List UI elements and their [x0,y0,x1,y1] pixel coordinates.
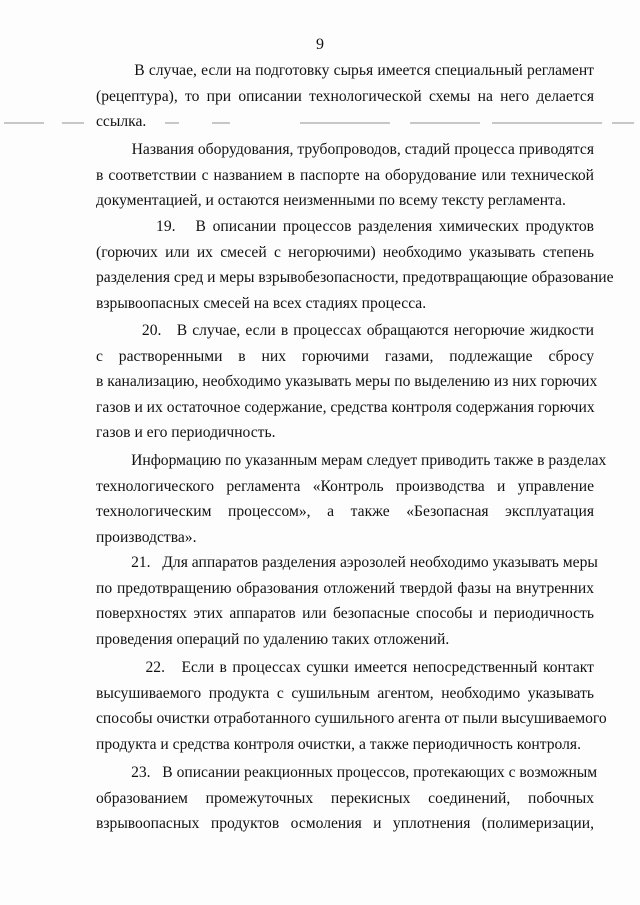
paragraph-information-sections [96,448,607,550]
text-line: разделения сред и меры взрывобезопасности, предотвращающие образование [96,269,614,286]
text-line: по предотвращению образования отложений твердой фазы на внутренних [96,579,594,597]
text-line: взрывоопасных смесей на всех стадиях процесса. [96,294,427,312]
paragraph-item-19 [96,214,614,316]
paragraph-item-22 [96,655,607,757]
text-line: образованием промежуточных перекисных соединений, побочных [96,789,594,807]
text-line: Названия оборудования, трубопроводов, стадий процесса приводятся [96,141,594,158]
text-line: 23. В описании реакционных процессов, протекающих с возможным [96,764,598,781]
text-line: проведения операций по удалению таких отложений. [96,630,450,648]
text-line: в канализацию, необходимо указывать меры по выделению из них горючих [96,373,598,390]
text-line: взрывоопасных продуктов осмоления и уплотнения (полимеризации, [96,815,594,832]
text-line: документацией, и остаются неизменными по всему тексту регламента. [96,192,566,209]
paragraph-item-23 [96,760,598,837]
paragraph-equipment-names [96,137,594,214]
text-line: с растворенными в них горючими газами, подлежащие сбросу [96,347,594,365]
paragraph-item-20 [96,318,598,446]
text-line: способы очистки отработанного сушильного агента от пыли высушиваемого [96,710,607,727]
text-line: продукта и средства контроля очистки, а также периодичность контроля. [96,735,581,753]
text-line: технологического регламента «Контроль производства и управление [96,477,594,495]
text-line: ссылка. [96,113,147,130]
paragraph-raw-material-regulation [96,58,594,135]
text-line: газов и его периодичность. [96,424,276,441]
text-line: газов и их остаточное содержание, средства контроля содержания горючих [96,398,595,416]
text-line: В случае, если на подготовку сырья имеется специальный регламент [96,62,594,79]
text-line: поверхностях этих аппаратов или безопасные способы и периодичность [96,605,594,622]
text-line: Информацию по указанным мерам следует приводить также в разделах [96,452,607,469]
text-line: (горючих или их смесей с негорючими) необходимо указывать степень [96,243,594,261]
text-line: технологическим процессом», а также «Безопасная эксплуатация [96,503,594,520]
paragraph-item-21 [96,550,598,652]
text-line: 20. В случае, если в процессах обращаются негорючие жидкости [96,322,594,339]
text-line: 21. Для аппаратов разделения аэрозолей необходимо указывать меры [96,554,598,571]
text-line: (рецептура), то при описании технологической схемы на него делается [96,87,594,105]
page-number: 9 [316,36,324,53]
text-line: 22. Если в процессах сушки имеется непосредственный контакт [96,659,594,676]
text-line: производства». [96,528,197,546]
text-line: высушиваемого продукта с сушильным агентом, необходимо указывать [96,684,594,702]
text-line: 19. В описании процессов разделения химических продуктов [96,218,594,235]
text-line: в соответствии с названием в паспорте на оборудование или технической [96,166,594,184]
